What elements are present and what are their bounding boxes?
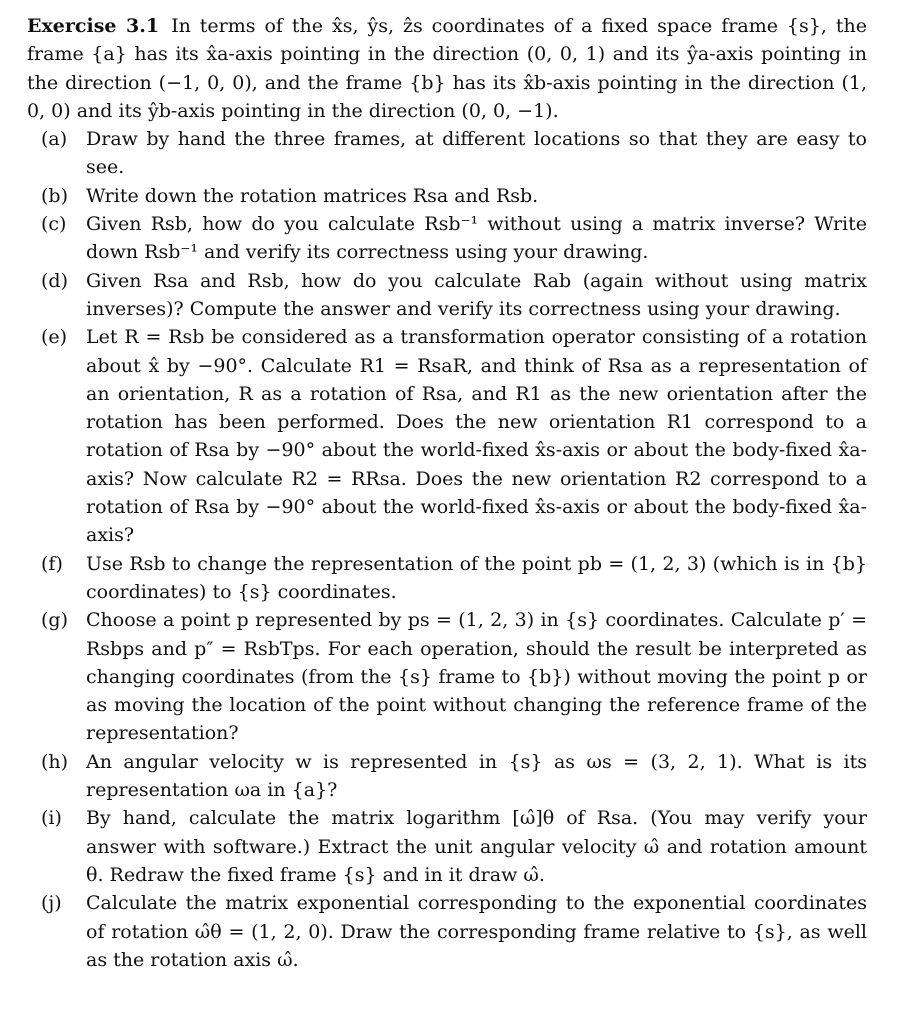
part-text: Given Rsb, how do you calculate Rsb⁻¹ without using a matrix inverse? Write down Rsb⁻¹ and verify its correctness using your drawing.	[86, 213, 867, 264]
part-text: Use Rsb to change the representation of the point pb = (1, 2, 3) (which is in {b} coordinates) to {s} coordinates.	[86, 552, 867, 603]
part-g	[27, 606, 867, 747]
part-a	[27, 125, 867, 182]
part-text: Choose a point p represented by ps = (1, 2, 3) in {s} coordinates. Calculate p′ = Rsbps and p″ = RsbTps. For each operation, should the result be interpreted as changing coordinates (from the {s} frame to {b}) without moving the point p or as moving the location of the point without changing the reference frame of the representation?	[86, 609, 867, 745]
part-d	[27, 267, 867, 324]
part-f	[27, 550, 867, 607]
part-label: (c)	[41, 213, 67, 236]
part-e	[27, 323, 867, 549]
part-label: (h)	[41, 750, 69, 773]
part-i	[27, 804, 867, 889]
part-text: Write down the rotation matrices Rsa and Rsb.	[86, 184, 539, 207]
part-text: An angular velocity w is represented in {s} as ωs = (3, 2, 1). What is its representation ωa in {a}?	[86, 750, 867, 802]
part-label: (d)	[41, 269, 68, 292]
part-text: By hand, calculate the matrix logarithm [ω̂]θ of Rsa. (You may verify your answer with software.) Extract the unit angular velocity ω̂ and rotation amount θ. Redraw the fixed frame {s} and in it draw ω̂.	[86, 807, 867, 886]
exercise-intro	[27, 12, 867, 125]
part-label: (b)	[41, 184, 68, 207]
part-label: (f)	[41, 552, 63, 575]
part-label: (e)	[41, 326, 68, 349]
exercise-intro-text: In terms of the x̂s, ŷs, ẑs coordinates of a fixed space frame {s}, the frame {a} has its x̂a-axis pointing in the direction (0, 0, 1) and its ŷa-axis pointing in the direction (−1, 0, 0), and the frame {b} has its x̂b-axis pointing in the direction (1, 0, 0) and its ŷb-axis pointing in the direction (0, 0, −1).	[27, 15, 867, 122]
part-text: Calculate the matrix exponential corresponding to the exponential coordinates of rotation ω̂θ = (1, 2, 0). Draw the corresponding frame relative to {s}, as well as the rotation axis ω̂.	[86, 892, 867, 971]
part-h	[27, 748, 867, 805]
exercise-parts	[27, 125, 867, 974]
part-label: (j)	[41, 892, 62, 915]
exercise-heading: Exercise 3.1	[27, 15, 160, 37]
part-b	[27, 182, 867, 210]
part-text: Given Rsa and Rsb, how do you calculate Rab (again without using matrix inverses)? Compute the answer and verify its correctness using your drawing.	[86, 269, 867, 320]
part-text: Draw by hand the three frames, at different locations so that they are easy to see.	[86, 128, 867, 179]
part-c	[27, 210, 867, 267]
part-label: (g)	[41, 609, 68, 632]
part-text: Let R = Rsb be considered as a transformation operator consisting of a rotation about x̂ by −90°. Calculate R1 = RsaR, and think of Rsa as a representation of an orientation, R as a rotation of Rsa, and R1 as the new orientation after the rotation has been performed. Does the new orientation R1 correspond to a rotation of Rsa by −90° about the world-fixed x̂s-axis or about the body-fixed x̂a-axis? Now calculate R2 = RRsa. Does the new orientation R2 correspond to a rotation of Rsa by −90° about the world-fixed x̂s-axis or about the body-fixed x̂a-axis?	[86, 326, 867, 547]
part-j	[27, 889, 867, 974]
part-label: (i)	[41, 807, 62, 830]
part-label: (a)	[41, 128, 68, 151]
